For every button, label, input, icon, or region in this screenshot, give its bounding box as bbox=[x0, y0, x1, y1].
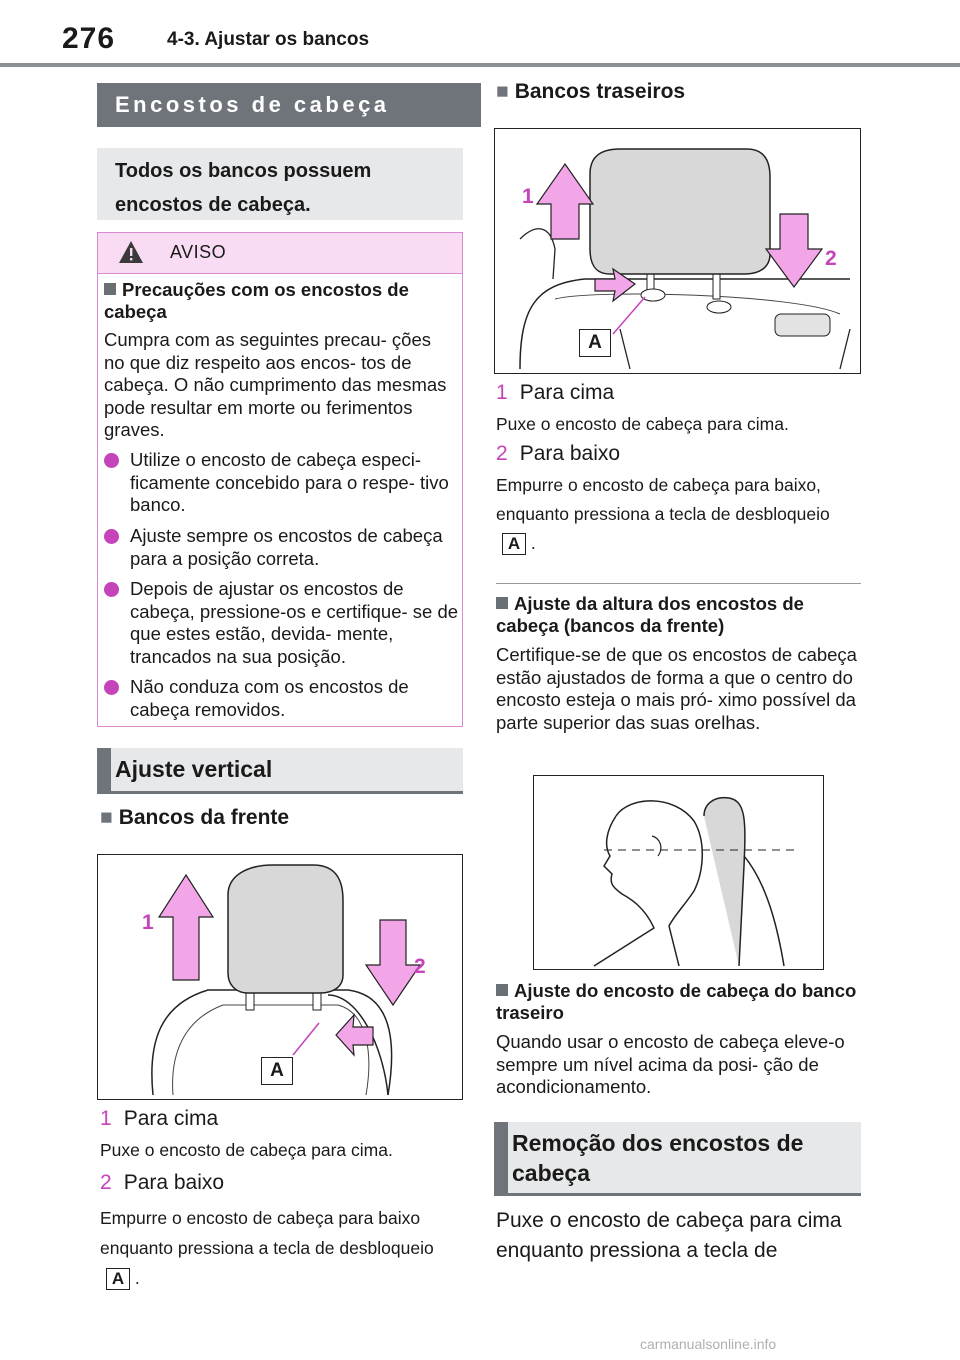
head-position-figure bbox=[533, 775, 824, 970]
watermark: carmanualsonline.info bbox=[640, 1336, 777, 1352]
unlock-key-tag: A bbox=[502, 533, 526, 555]
square-bullet-icon bbox=[104, 283, 116, 295]
figure-label-2: 2 bbox=[825, 247, 837, 270]
height-front-body: Certifique-se de que os encostos de cabeça estão ajustados de forma a que o centro do encosto esteja o mais pró- ximo possível da parte superior das suas orelhas. bbox=[496, 644, 857, 733]
bullet-dot-icon bbox=[104, 453, 119, 468]
divider bbox=[496, 583, 861, 584]
section-title-vertical: Ajuste vertical bbox=[97, 748, 463, 794]
warning-triangle-icon bbox=[118, 240, 144, 264]
warning-header bbox=[98, 233, 462, 274]
figure-label-2: 2 bbox=[414, 955, 426, 978]
rear-step-1-desc: Puxe o encosto de cabeça para cima. bbox=[496, 414, 789, 434]
unlock-key-tag: A bbox=[106, 1268, 130, 1290]
front-seat-figure bbox=[97, 854, 463, 1100]
figure-label-a: A bbox=[261, 1057, 293, 1085]
chapter-title: 4-3. Ajustar os bancos bbox=[167, 29, 370, 50]
square-bullet-icon bbox=[496, 984, 508, 996]
figure-label-1: 1 bbox=[522, 185, 534, 208]
height-front-heading: Ajuste da altura dos encostos de cabeça (bancos da frente) bbox=[496, 593, 804, 636]
rear-adjust-body: Quando usar o encosto de cabeça eleve-o sempre um nível acima da posi- ção de acondicionamento. bbox=[496, 1031, 845, 1097]
front-step-2-desc: Empurre o encosto de cabeça para baixo enquanto pressiona a tecla de desbloqueio A . bbox=[100, 1208, 434, 1289]
section-title-headrests: Encostos de cabeça bbox=[97, 83, 481, 127]
bullet-dot-icon bbox=[104, 529, 119, 544]
figure-label-1: 1 bbox=[142, 911, 154, 934]
figure-label-a: A bbox=[579, 329, 611, 357]
rear-step-1: 1 Para cima bbox=[496, 381, 615, 404]
warning-box bbox=[97, 232, 463, 727]
warning-bullet: Utilize o encosto de cabeça especi- ficamente concebido para o respe- tivo banco. bbox=[104, 449, 460, 517]
front-step-2: 2 Para baixo bbox=[100, 1171, 225, 1194]
page-number: 276 bbox=[62, 22, 116, 55]
rear-step-2: 2 Para baixo bbox=[496, 442, 621, 465]
intro-box: Todos os bancos possuem encostos de cabeça. bbox=[97, 148, 463, 220]
header-divider bbox=[0, 63, 960, 67]
front-step-1-desc: Puxe o encosto de cabeça para cima. bbox=[100, 1140, 393, 1160]
section-title-removal: Remoção dos encostos de cabeça bbox=[494, 1122, 861, 1196]
removal-body: Puxe o encosto de cabeça para cima enquanto pressiona a tecla de bbox=[496, 1209, 842, 1262]
warning-bullet: Depois de ajustar os encostos de cabeça, pressione-os e certifique- se de que estes estão, devida- mente, trancados na sua posição. bbox=[104, 578, 460, 668]
rear-seat-figure bbox=[494, 128, 861, 374]
square-bullet-icon bbox=[496, 597, 508, 609]
bullet-dot-icon bbox=[104, 582, 119, 597]
warning-bullet: Não conduza com os encostos de cabeça removidos. bbox=[104, 676, 460, 721]
warning-title: AVISO bbox=[170, 242, 227, 262]
rear-adjust-heading: Ajuste do encosto de cabeça do banco traseiro bbox=[496, 980, 857, 1023]
rear-step-2-desc: Empurre o encosto de cabeça para baixo, enquanto pressiona a tecla de desbloqueio A . bbox=[496, 475, 830, 554]
front-seats-heading: ■ Bancos da frente bbox=[100, 806, 290, 829]
warning-heading: Precauções com os encostos de cabeça bbox=[104, 279, 409, 322]
warning-bullet: Ajuste sempre os encostos de cabeça para a posição correta. bbox=[104, 525, 460, 570]
rear-seats-heading: ■ Bancos traseiros bbox=[496, 80, 686, 103]
bullet-dot-icon bbox=[104, 680, 119, 695]
front-step-1: 1 Para cima bbox=[100, 1107, 219, 1130]
warning-body: Cumpra com as seguintes precau- ções no que diz respeito aos encos- tos de cabeça. O não cumprimento das mesmas pode resultar em morte ou ferimentos graves. bbox=[104, 329, 447, 440]
